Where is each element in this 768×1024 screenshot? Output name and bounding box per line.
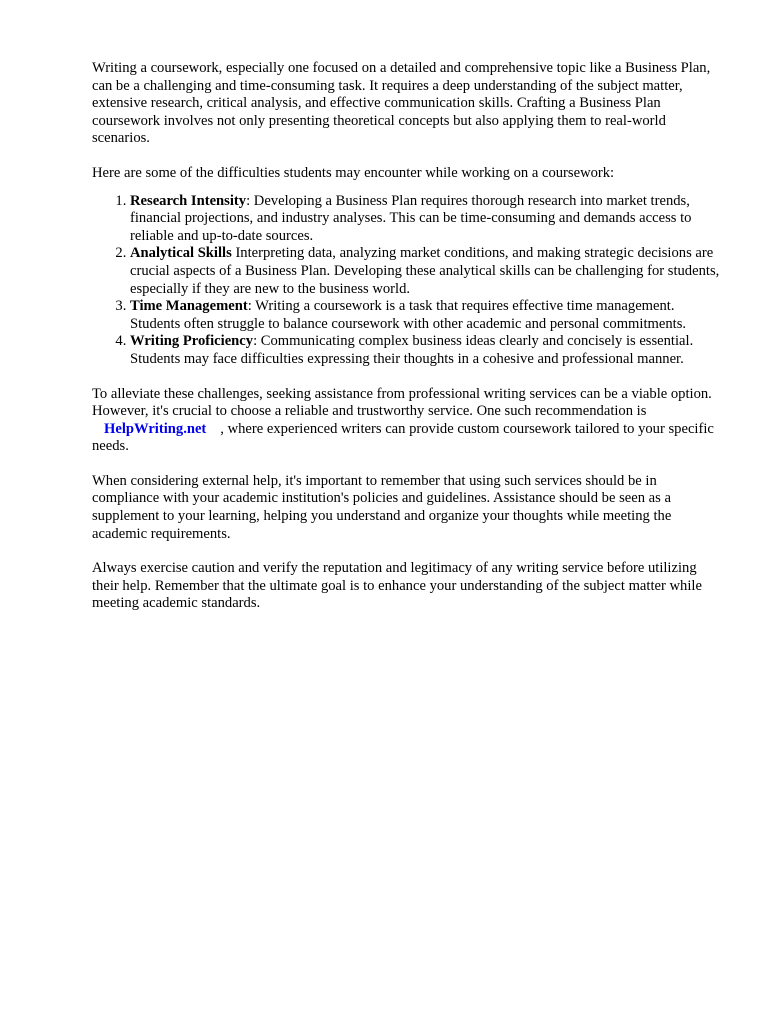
list-item	[130, 298, 722, 333]
list-item-text: Communicating complex business ideas clearly and concisely is essential. Students may face difficulties expressing their thoughts in a cohesive and professional manner.	[130, 333, 694, 367]
helpwriting-link[interactable]: HelpWriting.net	[104, 420, 207, 437]
list-item-separator: :	[246, 192, 254, 209]
list-item-title: Writing Proficiency	[130, 333, 254, 350]
list-item-title: Research Intensity	[130, 192, 247, 209]
list-item	[130, 245, 722, 298]
document-page	[92, 60, 722, 613]
assistance-text-before: To alleviate these challenges, seeking assistance from professional writing services can be a viable option. However, it's crucial to choose a reliable and trustworthy service. One such recommendation is	[92, 385, 712, 420]
external-help-paragraph: When considering external help, it's important to remember that using such services should be in compliance with your academic institution's policies and guidelines. Assistance should be seen as a supplement to your learning, helping you understand and organize your thoughts while meeting the academic requirements.	[92, 472, 672, 542]
assistance-text-after: , where experienced writers can provide custom coursework tailored to your specific needs.	[92, 420, 714, 455]
list-item	[130, 333, 722, 368]
difficulties-list	[92, 193, 722, 369]
service-link-wrapper	[92, 421, 220, 439]
assistance-paragraph	[92, 386, 722, 456]
list-item-separator: :	[247, 298, 256, 315]
list-item-title: Time Management	[130, 298, 248, 315]
list-item-text: Interpreting data, analyzing market conditions, and making strategic decisions are crucial aspects of a Business Plan. Developing these analytical skills can be challenging for students, especially if they are new to the business world.	[130, 245, 720, 297]
intro-paragraph: Writing a coursework, especially one focused on a detailed and comprehensive topic like a Business Plan, can be a challenging and time-consuming task. It requires a deep understanding of the subject matter, extensive research, critical analysis, and effective communication skills. Crafting a Business Plan coursework involves not only presenting theoretical concepts but also applying them to real-world scenarios.	[92, 60, 711, 147]
list-item-separator: :	[253, 333, 261, 350]
list-item-text: Writing a coursework is a task that requires effective time management. Students often struggle to balance coursework with other academic and personal commitments.	[130, 298, 687, 332]
list-item-text: Developing a Business Plan requires thorough research into market trends, financial projections, and industry analyses. This can be time-consuming and demands access to reliable and up-to-date sources.	[130, 192, 692, 244]
caution-paragraph: Always exercise caution and verify the reputation and legitimacy of any writing service before utilizing their help. Remember that the ultimate goal is to enhance your understanding of the subject matter while meeting academic standards.	[92, 560, 702, 612]
list-item	[130, 193, 722, 246]
list-item-title: Analytical Skills	[130, 245, 232, 262]
difficulties-lead-paragraph: Here are some of the difficulties students may encounter while working on a coursework:	[92, 164, 615, 181]
